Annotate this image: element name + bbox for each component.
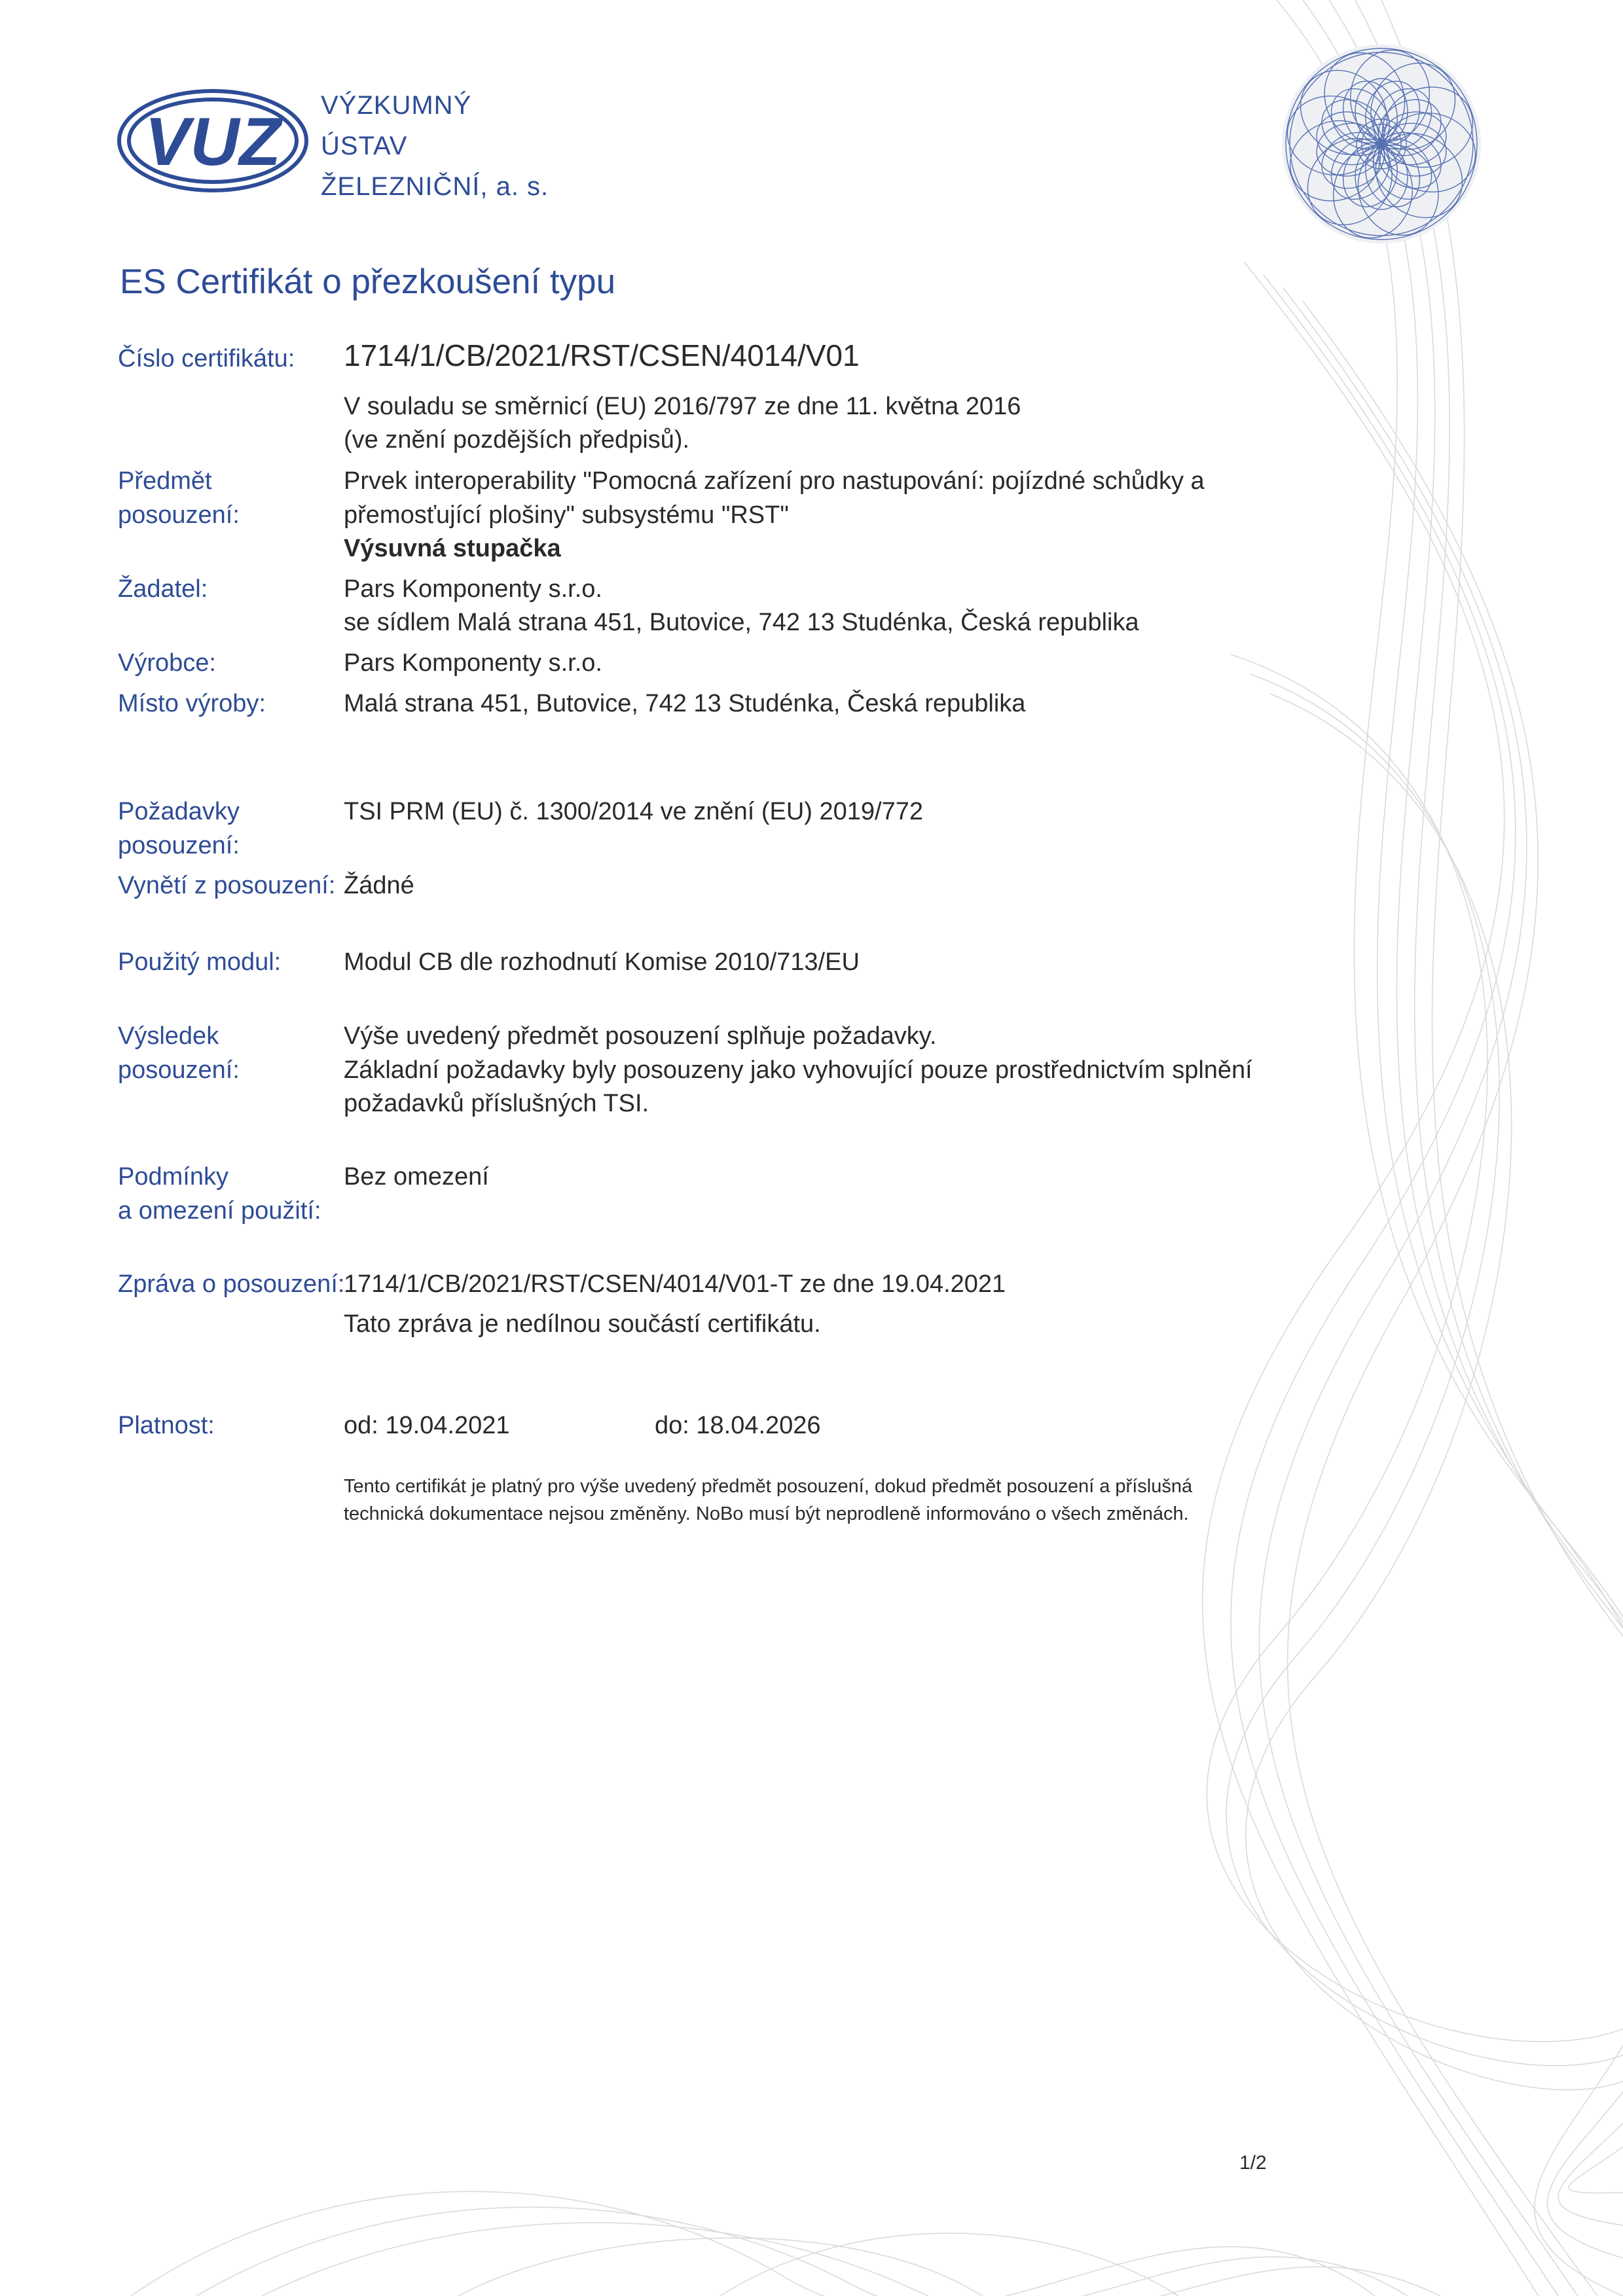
footnote-line-1: Tento certifikát je platný pro výše uvedený předmět posouzení, dokud předmět posouzení a příslušná xyxy=(344,1476,1193,1497)
result-label-2: posouzení: xyxy=(118,1056,240,1084)
exemption-label: Vynětí z posouzení: xyxy=(118,872,336,899)
result-line-1: Výše uvedený předmět posouzení splňuje požadavky. xyxy=(344,1022,937,1050)
conditions-label-2: a omezení použití: xyxy=(118,1197,321,1225)
report-value: 1714/1/CB/2021/RST/CSEN/4014/V01-T ze dne 19.04.2021 xyxy=(344,1270,1006,1298)
org-name-line-3: ŽELEZNIČNÍ, a. s. xyxy=(321,172,549,201)
page-number: 1/2 xyxy=(1239,2152,1267,2174)
footnote xyxy=(344,1473,1192,1528)
subject-line-1: Prvek interoperability "Pomocná zařízení pro nastupování: pojízdné schůdky a xyxy=(344,467,1205,495)
document-title: ES Certifikát o přezkoušení typu xyxy=(120,262,616,301)
result-label-1: Výsledek xyxy=(118,1022,219,1050)
footnote-line-2: technická dokumentace nejsou změněny. NoBo musí být neprodleně informováno o všech změnách. xyxy=(344,1503,1189,1524)
subject-line-2: přemosťující plošiny" subsystému "RST" xyxy=(344,501,789,529)
report-note: Tato zpráva je nedílnou součástí certifikátu. xyxy=(344,1310,821,1338)
exemption-value: Žádné xyxy=(344,872,414,899)
valid-from: od: 19.04.2021 xyxy=(344,1412,510,1439)
svg-text:VUZ: VUZ xyxy=(145,104,281,180)
applicant-label: Žadatel: xyxy=(118,575,208,603)
place-of-manufacture-label: Místo výroby: xyxy=(118,690,266,717)
result-line-3: požadavků příslušných TSI. xyxy=(344,1090,649,1117)
validity-label: Platnost: xyxy=(118,1412,215,1439)
applicant-address: se sídlem Malá strana 451, Butovice, 742 13 Studénka, Česká republika xyxy=(344,609,1139,636)
module-label: Použitý modul: xyxy=(118,948,282,976)
applicant-name: Pars Komponenty s.r.o. xyxy=(344,575,602,603)
manufacturer-label: Výrobce: xyxy=(118,649,216,677)
vuz-emblem-icon xyxy=(115,85,311,196)
subject-label-2: posouzení: xyxy=(118,501,240,529)
valid-to: do: 18.04.2026 xyxy=(655,1412,821,1439)
rosette-seal xyxy=(1280,43,1483,245)
requirements-label-1: Požadavky xyxy=(118,798,240,825)
report-label: Zpráva o posouzení: xyxy=(118,1270,345,1298)
subject-product: Výsuvná stupačka xyxy=(344,535,561,562)
conditions-label-1: Podmínky xyxy=(118,1163,228,1191)
org-name-line-2: ÚSTAV xyxy=(321,132,408,160)
place-of-manufacture: Malá strana 451, Butovice, 742 13 Studénka, Česká republika xyxy=(344,690,1026,717)
directive-line-2: (ve znění pozdějších předpisů). xyxy=(344,426,690,454)
subject-label-1: Předmět xyxy=(118,467,212,495)
requirements-value: TSI PRM (EU) č. 1300/2014 ve znění (EU) 2019/772 xyxy=(344,798,923,825)
manufacturer-name: Pars Komponenty s.r.o. xyxy=(344,649,602,677)
module-value: Modul CB dle rozhodnutí Komise 2010/713/EU xyxy=(344,948,860,976)
certificate-number-label: Číslo certifikátu: xyxy=(118,345,295,372)
result-line-2: Základní požadavky byly posouzeny jako vyhovující pouze prostřednictvím splnění xyxy=(344,1056,1252,1084)
requirements-label-2: posouzení: xyxy=(118,832,240,859)
conditions-value: Bez omezení xyxy=(344,1163,489,1191)
directive-line-1: V souladu se směrnicí (EU) 2016/797 ze dne 11. května 2016 xyxy=(344,393,1021,420)
certificate-number: 1714/1/CB/2021/RST/CSEN/4014/V01 xyxy=(344,338,860,372)
company-logo xyxy=(115,85,549,203)
org-name-line-1: VÝZKUMNÝ xyxy=(321,91,472,120)
